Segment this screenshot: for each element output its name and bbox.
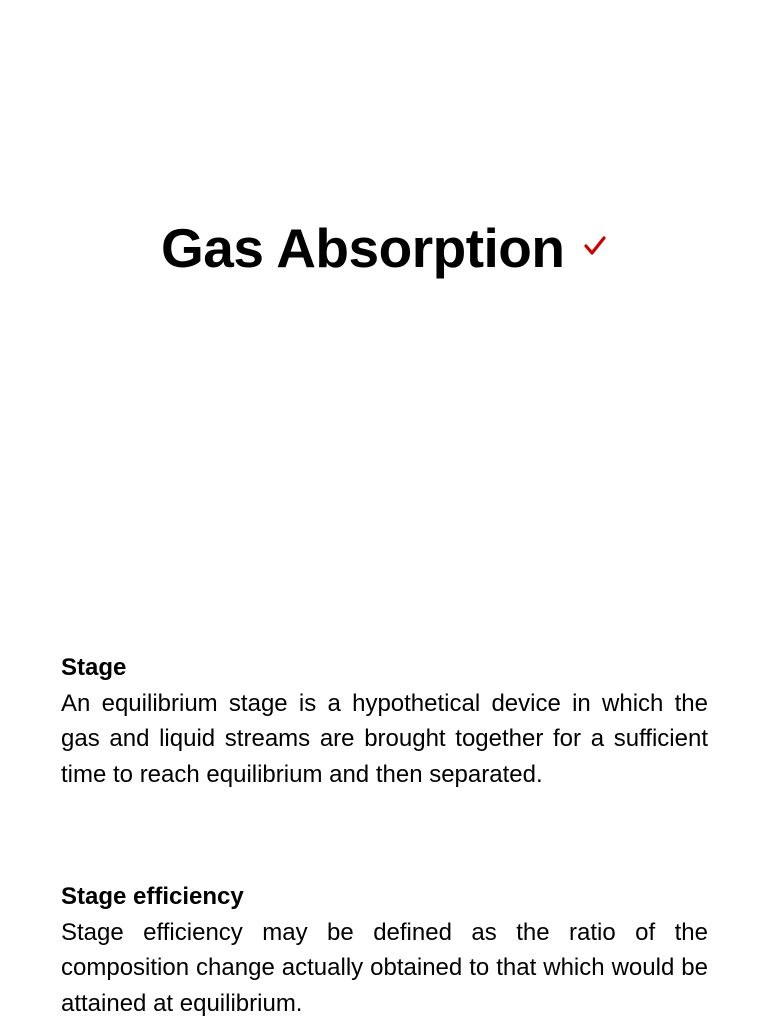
section-paragraph: Stage efficiency may be defined as the ratio of the composition change actually obtained to that which would be attained at equilibrium. <box>61 918 708 1017</box>
section-paragraph: An equilibrium stage is a hypothetical device in which the gas and liquid streams are brought together for a sufficient time to reach equilibrium and then separated. <box>61 689 708 788</box>
section-stage <box>61 650 708 792</box>
title-row <box>0 216 768 280</box>
checkmark-icon <box>583 234 607 258</box>
page-title: Gas Absorption <box>161 217 565 279</box>
section-heading: Stage efficiency <box>61 883 244 910</box>
section-stage-efficiency <box>61 879 708 1021</box>
section-heading: Stage <box>61 654 127 681</box>
